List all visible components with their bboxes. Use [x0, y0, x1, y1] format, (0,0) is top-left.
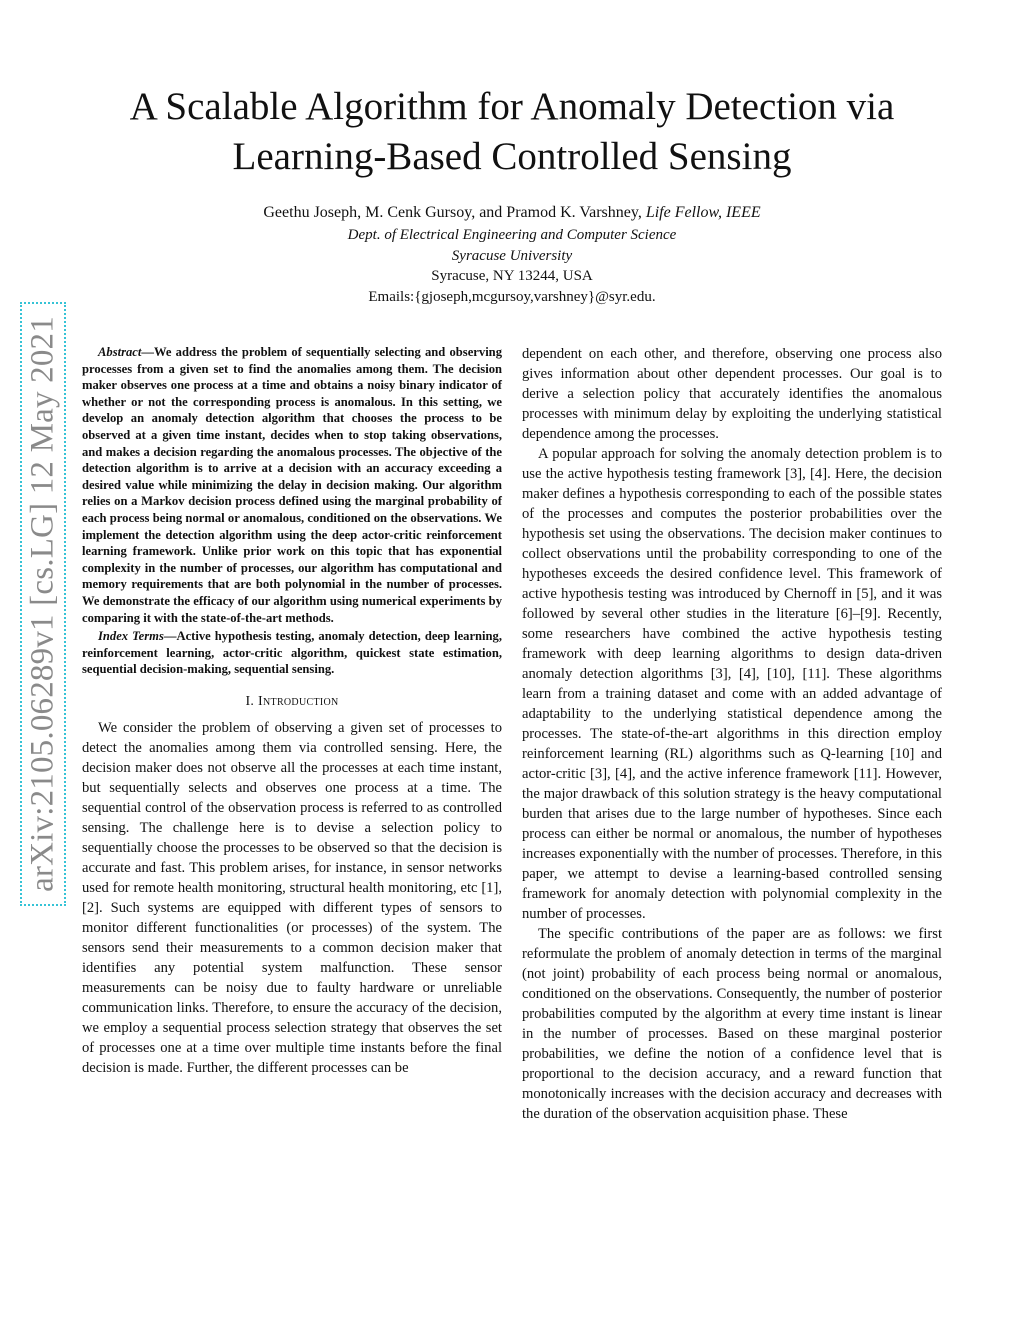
abstract-text: —We address the problem of sequentially selecting and observing processes from a given set to find the anomalies among them. The decision maker observes one process at a time and obtains a noisy binary indicator of whether or not the corresponding process is anomalous. In this setting, we develop an anomaly detection algorithm that chooses the process to be observed at a given time instant, decides when to stop taking observations, and makes a decision regarding the anomalous processes. The objective of the detection algorithm is to arrive at a decision with an accuracy exceeding a desired value while minimizing the delay in decision making. Our algorithm relies on a Markov decision process defined using the marginal probability of each process being normal or anomalous, conditioned on the observations. We implement the detection algorithm using the deep actor-critic reinforcement learning framework. Unlike prior work on this topic that has exponential complexity in the number of processes, our algorithm has computational and memory requirements that are both polynomial in the number of processes. We demonstrate the efficacy of our algorithm using numerical experiments by comparing it with the state-of-the-art methods. [82, 345, 502, 625]
author-emails: Emails:{gjoseph,mcgursoy,varshney}@syr.edu. [368, 288, 656, 305]
paragraph: dependent on each other, and therefore, observing one process also gives information about other dependent processes. Our goal is to derive a selection policy that accurately identifies the anomalous processes with minimum delay by exploiting the underlying statistical dependence among the processes. [522, 346, 942, 442]
affiliation-university: Syracuse University [451, 247, 573, 264]
section-heading-introduction [82, 694, 502, 710]
affiliation-city: Syracuse, NY 13244, USA [431, 268, 593, 284]
author-list [60, 203, 964, 223]
paper-title [60, 82, 964, 182]
paragraph: A popular approach for solving the anomaly detection problem is to use the active hypothesis testing framework [3], [4]. Here, the decision maker defines a hypothesis corresponding to each of the possible states of the processes and computes the posterior probabilities over the hypothesis set using the observations. The decision maker continues to collect observations until the probability corresponding to one of the hypotheses exceeds the desired confidence level. This framework of active hypothesis testing was introduced by Chernoff in [5], and it was followed by several other studies in the literature [6]–[9]. Recently, some researchers have combined the active hypothesis testing framework with deep learning algorithms to design data-driven anomaly detection algorithms [3], [4], [10], [11]. These algorithms learn from a training dataset and come with an added advantage of adaptability to the underlying statistical dependence among the processes. The state-of-the-art algorithms in this direction employ reinforcement learning (RL) algorithms such as Q-learning [10] and actor-critic [3], [4], and the active inference framework [11]. However, the major drawback of this solution strategy is the heavy computational burden that arises due to the large number of hypotheses. Since each process can either be normal or anomalous, the number of hypotheses increases exponentially with the number of processes. Therefore, in this paper, we attempt to devise a learning-based controlled sensing framework for anomaly detection with polynomial complexity in the number of processes. [522, 446, 942, 922]
paper-title-line-2: Learning-Based Controlled Sensing [232, 135, 792, 178]
paragraph: The specific contributions of the paper are as follows: we first reformulate the problem of anomaly detection in terms of the marginal (not joint) probability of each process being normal or anomalous, conditioned on the observations. Consequently, the number of posterior probabilities computed by the algorithm at every time instant is linear in the number of processes. Based on these marginal posterior probabilities, we define the notion of a confidence level that is proportional to the decision accuracy, and a reward function that monotonically increases with the decision accuracy and decreases with the duration of the observation acquisition phase. These [522, 926, 942, 1122]
abstract-label: Abstract [98, 345, 142, 359]
author-suffix: Life Fellow, IEEE [645, 204, 761, 221]
left-column [82, 344, 502, 1078]
section-number: I. [245, 693, 255, 709]
affiliation-department: Dept. of Electrical Engineering and Computer Science [347, 227, 677, 243]
section-name: Introduction [258, 693, 339, 709]
index-terms-text: —Active hypothesis testing, anomaly detection, deep learning, reinforcement learning, actor-critic algorithm, quickest state estimation, sequential decision-making, sequential sensing. [82, 629, 502, 677]
index-terms [82, 628, 502, 678]
arxiv-stamp-text: arXiv:2105.06289v1 [cs.LG] 12 May 2021 [24, 316, 61, 892]
affiliation-block [60, 225, 964, 307]
index-terms-label: Index Terms [98, 629, 164, 644]
author-names: Geethu Joseph, M. Cenk Gursoy, and Pramod K. Varshney, [263, 204, 642, 221]
arxiv-stamp [20, 302, 66, 906]
right-column [522, 344, 942, 1124]
paper-title-line-1: A Scalable Algorithm for Anomaly Detection via [129, 85, 895, 128]
abstract [82, 344, 502, 626]
paragraph: We consider the problem of observing a given set of processes to detect the anomalies among them via controlled sensing. Here, the decision maker does not observe all the processes at each time instant, but sequentially selects and observes one process at a time. The sequential control of the observation process is referred to as controlled sensing. The challenge here is to devise a selection policy to sequentially choose the processes to be observed so that the decision is accurate and fast. This problem arises, for instance, in sensor networks used for remote health monitoring, structural health monitoring, etc [1], [2]. Such systems are equipped with different types of sensors to monitor different functionalities (or processes) of the system. The sensors send their measurements to a common decision maker that identifies any potential system malfunction. These sensor measurements can be noisy due to faulty hardware or unreliable communication links. Therefore, to ensure the accuracy of the decision, we employ a sequential process selection strategy that observes the set of processes one at a time over multiple time instants before the final decision is made. Further, the different processes can be [82, 719, 502, 1076]
